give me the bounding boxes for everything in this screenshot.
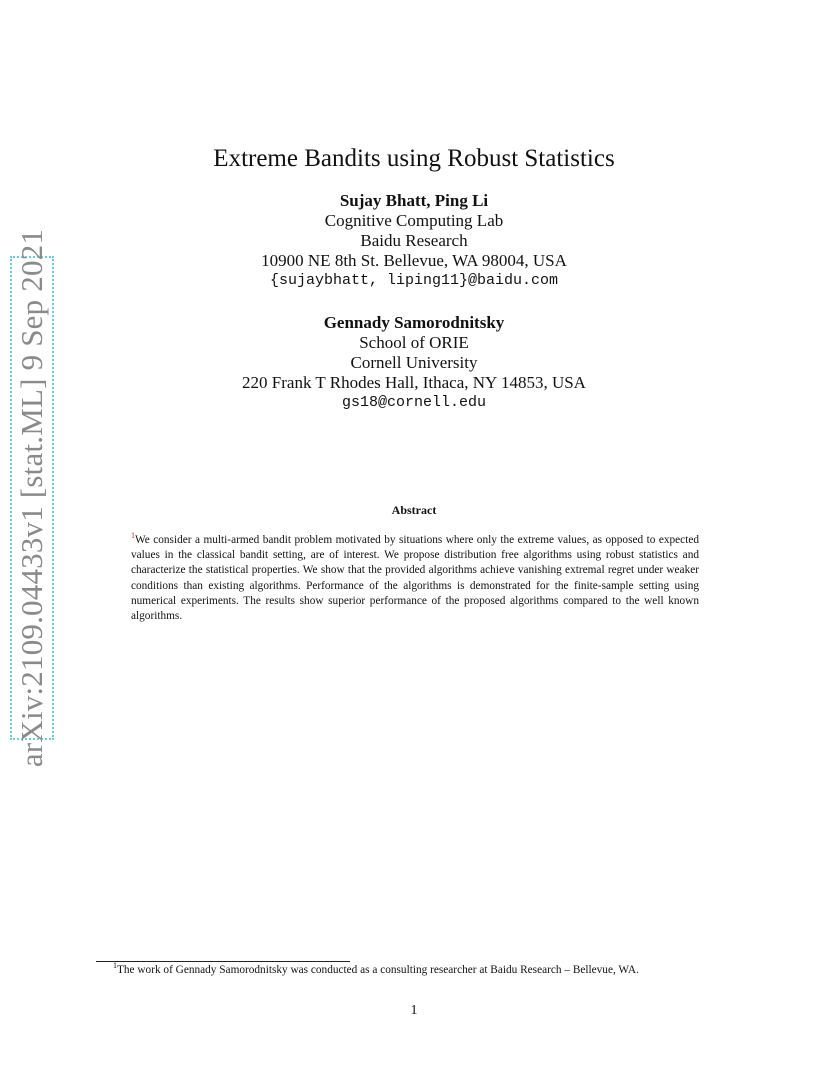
author-block-cornell [0,313,828,413]
affiliation-line: Cognitive Computing Lab [324,211,504,230]
author-block-baidu [0,191,828,291]
affiliation-line: 10900 NE 8th St. Bellevue, WA 98004, USA [261,251,567,270]
arxiv-stamp-text: arXiv:2109.04433v1 [stat.ML] 9 Sep 2021 [14,228,49,768]
abstract-body [131,533,699,624]
affiliation-line: School of ORIE [359,333,469,352]
author-email: {sujaybhatt, liping11}@baidu.com [269,272,559,289]
author-email: gs18@cornell.edu [341,394,487,411]
author-names: Sujay Bhatt, Ping Li [339,191,489,210]
footnote-text: The work of Gennady Samorodnitsky was conducted as a consulting researcher at Baidu Research – Bellevue, WA. [117,964,639,976]
footnote-divider [96,961,350,962]
affiliation-line: Cornell University [350,353,478,372]
footnote-number: 1 [113,961,117,971]
author-names: Gennady Samorodnitsky [323,313,505,332]
abstract-text: We consider a multi-armed bandit problem motivated by situations where only the extreme values, as opposed to expected values in the classical bandit setting, are of interest. We propose distribution free algorithms using robust statistics and characterize the statistical properties. We show that the provided algorithms achieve vanishing extremal regret under weaker conditions than existing algorithms. Performance of the algorithms is demonstrated for the finite-sample setting using numerical experiments. The results show superior performance of the proposed algorithms compared to the well known algorithms. [131,534,699,623]
affiliation-line: 220 Frank T Rhodes Hall, Ithaca, NY 14853, USA [242,373,586,392]
page-number: 1 [410,1003,418,1018]
affiliation-line: Baidu Research [360,231,468,250]
footnote-link[interactable]: 1 [131,531,135,541]
footnote [113,963,733,977]
abstract-heading: Abstract [391,503,437,517]
paper-title: Extreme Bandits using Robust Statistics [213,145,615,172]
